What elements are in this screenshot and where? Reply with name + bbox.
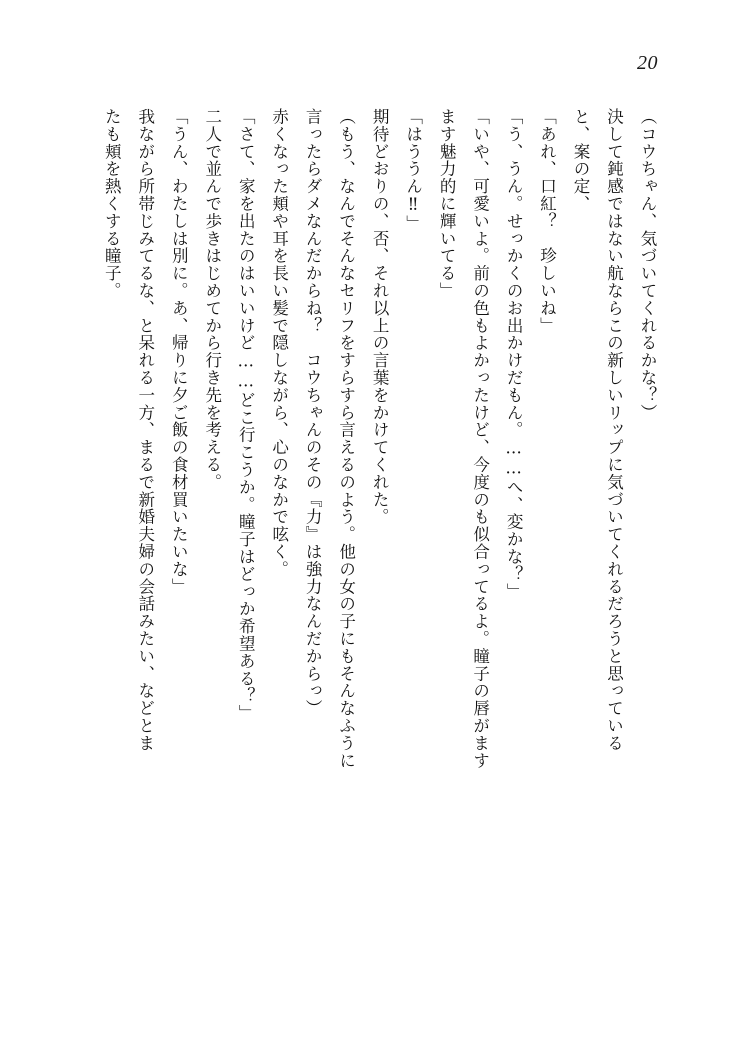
- text-line: 「う、うん。せっかくのお出かけだもん。……へ、変かな？」: [504, 108, 524, 601]
- text-line: 言ったらダメなんだからね？ コウちゃんのその『力』は強力なんだからっ）: [303, 108, 323, 717]
- text-line: 赤くなった頬や耳を長い髪で隠しながら、心のなかで呟く。: [269, 108, 289, 578]
- text-line: 「あれ、口紅？ 珍しいね」: [537, 108, 557, 335]
- text-line: 二人で並んで歩きはじめてから行き先を考える。: [202, 108, 222, 491]
- text-line: 「いや、可愛いよ。前の色もよかったけど、今度のも似合ってるよ。瞳子の唇がます: [470, 108, 490, 770]
- text-line: たも頬を熱くする瞳子。: [102, 108, 122, 300]
- page-number: 20: [637, 52, 658, 74]
- body-text: [72, 108, 664, 960]
- text-line: 「うん、わたしは別に。あ、帰りに夕ご飯の食材買いたいな」: [169, 108, 189, 596]
- text-line: （もう、なんでそんなセリフをすらすら言えるのよう。他の女の子にもそんなふうに: [336, 108, 356, 770]
- text-line: （コウちゃん、気づいてくれるかな？）: [638, 108, 657, 422]
- text-line: ます魅力的に輝いてる」: [437, 108, 457, 300]
- text-line: と、案の定、: [571, 108, 591, 213]
- text-line: 「はううん‼」: [403, 108, 423, 233]
- text-line: 「さて、家を出たのはいいけど……どこ行こうか。瞳子はどっか希望ある？」: [236, 108, 256, 722]
- text-line: 決して鈍感ではない航ならこの新しいリップに気づいてくれるだろうと思っている: [604, 108, 624, 752]
- text-line: 我ながら所帯じみてるな、と呆れる一方、まるで新婚夫婦の会話みたい、などとま: [135, 108, 155, 752]
- text-line: 期待どおりの、否、それ以上の言葉をかけてくれた。: [370, 108, 390, 526]
